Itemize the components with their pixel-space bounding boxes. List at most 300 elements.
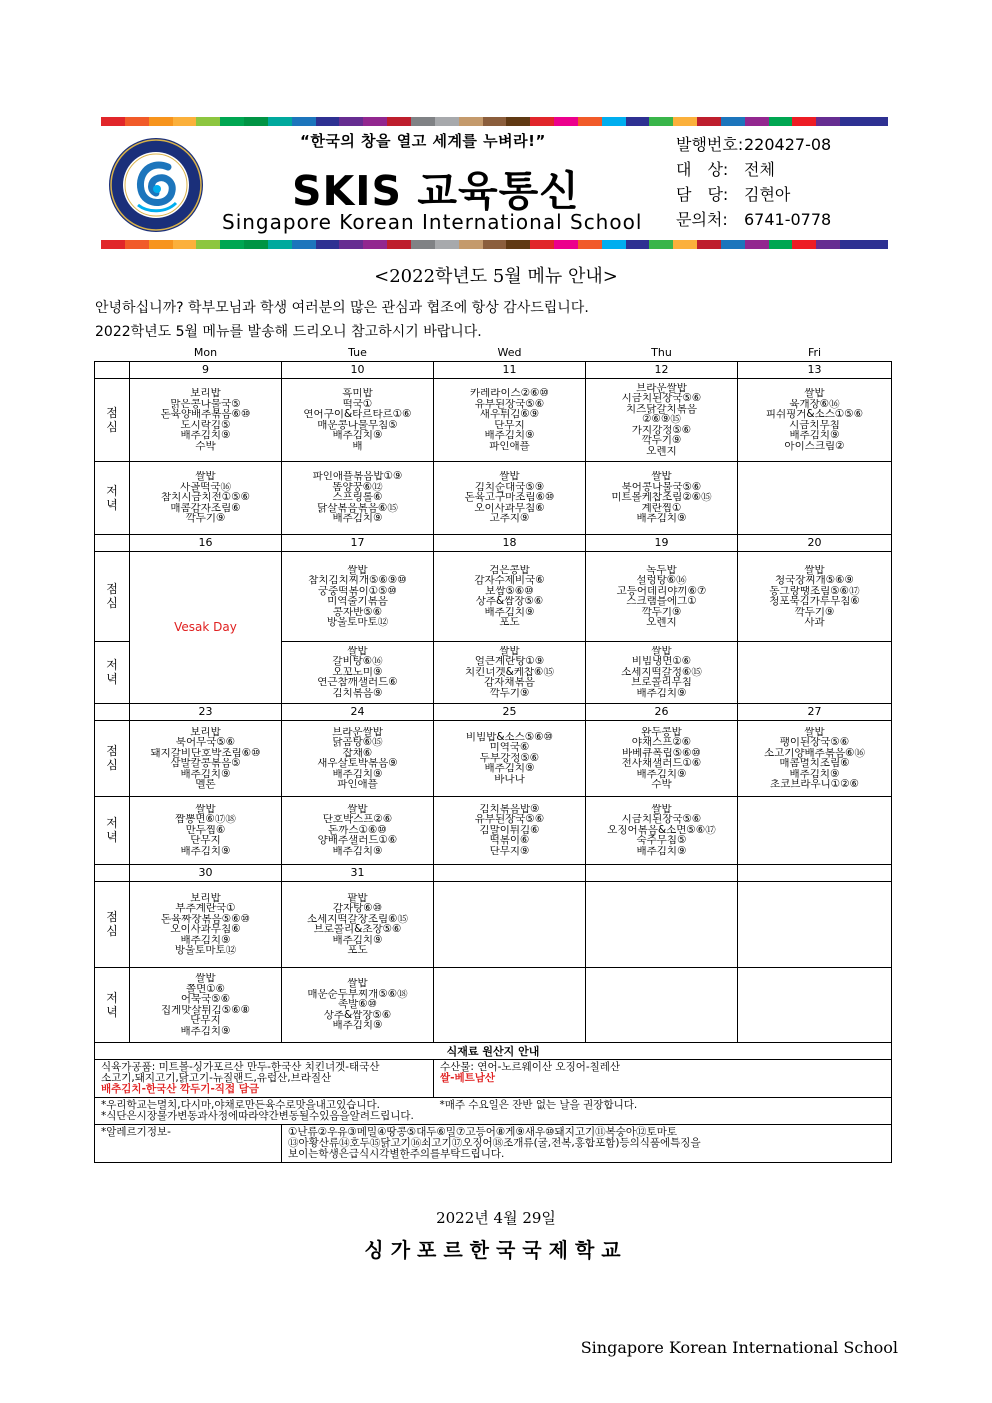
pubinfo-row: 담 당: 김현아 bbox=[676, 185, 791, 204]
menu-item: 사골떡국⑯ bbox=[179, 481, 232, 493]
menu-item: 돈까스①⑥⑩ bbox=[328, 824, 387, 836]
menu-item: 쌀밥 bbox=[195, 973, 216, 984]
menu-item: 배추김치⑨ bbox=[180, 1025, 231, 1036]
menu-item: 배추김치⑨ bbox=[484, 430, 535, 441]
date-cell: 31 bbox=[282, 864, 434, 881]
menu-item: 시금치된장국⑤⑥ bbox=[621, 814, 702, 825]
menu-item: 브로콜리&초장⑤⑥ bbox=[313, 924, 402, 935]
menu-item: 단무지 bbox=[190, 1015, 221, 1026]
menu-item: 김치순대국⑤⑨ bbox=[474, 481, 545, 493]
lunch-menu-cell bbox=[738, 378, 892, 461]
school-name-english: Singapore Korean International School bbox=[222, 210, 643, 234]
stripe-segment bbox=[316, 240, 340, 249]
menu-item: 매운콩나물무침⑤ bbox=[317, 419, 398, 430]
stripe-segment bbox=[363, 240, 387, 249]
stripe-segment bbox=[578, 240, 602, 249]
dinner-menu-cell bbox=[738, 796, 892, 864]
dinner-menu-cell bbox=[130, 967, 282, 1042]
menu-item: 스크램블에그① bbox=[626, 596, 697, 607]
pubinfo-row: 대 상: 전체 bbox=[676, 160, 775, 179]
meal-label bbox=[95, 378, 130, 461]
stripe-segment bbox=[864, 117, 888, 126]
menu-item: 고등어데리야끼⑥⑦ bbox=[616, 585, 707, 596]
lunch-menu-cell bbox=[738, 881, 892, 967]
menu-item: 설렁탕⑥⑯ bbox=[636, 575, 687, 586]
menu-item: 깍두기⑨ bbox=[185, 513, 226, 524]
menu-item: 유부된장국⑤⑥ bbox=[474, 814, 545, 825]
menu-item: 오이사과무침⑥ bbox=[170, 924, 241, 935]
origin-left bbox=[95, 1059, 434, 1097]
menu-item: 배추김치⑨ bbox=[332, 513, 383, 524]
stripe-segment bbox=[149, 240, 173, 249]
info-line: ⑬아황산류⑭호두⑮닭고기⑯쇠고기⑰오징어⑱조개류(굴,전복,홍합포함)등의식품에특징을 bbox=[288, 1136, 701, 1149]
menu-item: 오이사과무침⑥ bbox=[474, 502, 545, 514]
menu-item: 쌀밥 bbox=[499, 645, 520, 657]
menu-table bbox=[94, 344, 892, 1163]
stripe-segment bbox=[626, 117, 650, 126]
meal-label bbox=[95, 641, 130, 703]
menu-item: 유부된장국⑤⑥ bbox=[474, 398, 545, 409]
lunch-menu-cell bbox=[130, 378, 282, 461]
stripe-segment bbox=[268, 117, 292, 126]
stripe-segment bbox=[816, 117, 840, 126]
menu-item: 오렌지 bbox=[646, 445, 677, 457]
menu-item: 북어콩나물국⑤⑥ bbox=[621, 481, 702, 493]
dinner-menu-cell bbox=[130, 461, 282, 534]
menu-item: 치킨너겟&케찹⑥⑮ bbox=[465, 666, 554, 678]
newsletter-title: SKIS 교육통신 bbox=[292, 167, 580, 215]
menu-item: 떡국① bbox=[342, 398, 373, 409]
date-cell: 18 bbox=[434, 534, 586, 551]
menu-item: 비빔냉면①⑥ bbox=[631, 656, 692, 667]
footer-school-name: Singapore Korean International School bbox=[580, 1338, 898, 1357]
lunch-menu-cell bbox=[434, 378, 586, 461]
date-row bbox=[95, 361, 892, 378]
dinner-row bbox=[95, 796, 892, 864]
menu-item: 배추김치⑨ bbox=[332, 768, 383, 779]
menu-item: 쌀밥 bbox=[347, 645, 368, 657]
color-stripe-bottom bbox=[101, 240, 888, 249]
stripe-segment bbox=[244, 240, 268, 249]
meal-label-text: 점심 bbox=[106, 405, 118, 434]
stripe-segment bbox=[649, 117, 673, 126]
menu-item: 쌀밥 bbox=[651, 471, 672, 482]
day-header: Mon bbox=[193, 345, 218, 359]
stripe-segment bbox=[506, 240, 530, 249]
stripe-segment bbox=[745, 240, 769, 249]
stripe-segment bbox=[292, 240, 316, 249]
date-row bbox=[95, 534, 892, 551]
menu-item: 배추김치⑨ bbox=[484, 606, 535, 617]
stripe-segment bbox=[840, 117, 864, 126]
menu-item: 어묵국⑤⑥ bbox=[180, 994, 231, 1005]
menu-item: 카레라이스②⑥⑩ bbox=[470, 388, 549, 399]
stripe-segment bbox=[387, 117, 411, 126]
menu-item: 배추김치⑨ bbox=[636, 687, 687, 699]
menu-item: 배추김치⑨ bbox=[636, 513, 687, 524]
notice-line: *매주 수요일은 잔반 없는 날을 권장합니다. bbox=[439, 1098, 638, 1111]
stripe-segment bbox=[173, 117, 197, 126]
meal-label-text: 저녁 bbox=[106, 658, 118, 686]
stripe-segment bbox=[840, 240, 864, 249]
stripe-segment bbox=[792, 117, 816, 126]
info-line: 보이는학생은급식시각별한주의를부탁드립니다. bbox=[288, 1147, 505, 1160]
day-header-row bbox=[95, 344, 892, 361]
date-corner bbox=[95, 361, 130, 378]
menu-item: 깍두기⑨ bbox=[641, 435, 682, 446]
menu-item: 김치볶음⑨ bbox=[332, 687, 383, 699]
lunch-row bbox=[95, 720, 892, 796]
menu-item: 보쌈⑤⑥⑩ bbox=[485, 585, 534, 596]
menu-item: 단무지 bbox=[190, 835, 221, 846]
menu-item: 집게맛살튀김⑤⑥⑧ bbox=[160, 1004, 251, 1015]
menu-item: 파인애플볶음밥①⑨ bbox=[312, 471, 403, 482]
menu-item: 초코브라우니①②⑥ bbox=[769, 779, 860, 790]
menu-item: 짬뽕면⑥⑰⑱ bbox=[175, 814, 236, 825]
menu-item: 수박 bbox=[651, 779, 672, 790]
menu-item: 만두찜⑥ bbox=[185, 824, 226, 836]
menu-item: 매콤감자조림⑥ bbox=[170, 502, 241, 514]
dinner-row bbox=[95, 461, 892, 534]
stripe-segment bbox=[483, 240, 507, 249]
dinner-menu-cell bbox=[282, 461, 434, 534]
meal-label bbox=[95, 461, 130, 534]
notice-row bbox=[95, 1097, 892, 1124]
menu-item: 콩자반⑤⑥ bbox=[332, 606, 383, 617]
menu-item: 쌀밥 bbox=[804, 388, 825, 399]
stripe-segment bbox=[864, 240, 888, 249]
dinner-menu-cell bbox=[130, 796, 282, 864]
date-cell: 17 bbox=[282, 534, 434, 551]
menu-item: 배추김치⑨ bbox=[332, 430, 383, 441]
lunch-menu-cell bbox=[434, 551, 586, 641]
origin-title: 식재료 원산지 안내 bbox=[95, 1042, 892, 1059]
meal-label bbox=[95, 881, 130, 967]
notice-left bbox=[95, 1097, 434, 1124]
menu-item: 참치시금치전①⑤⑥ bbox=[160, 492, 251, 503]
date-cell: 25 bbox=[434, 703, 586, 720]
meal-label bbox=[95, 967, 130, 1042]
menu-item: 숙주무침⑤ bbox=[636, 835, 687, 846]
menu-item: 맑은콩나물국⑤ bbox=[170, 398, 241, 409]
menu-item: 도시락김⑤ bbox=[180, 419, 231, 430]
origin-right-line: 수산물: 연어-노르웨이산 오징어-칠레산 bbox=[440, 1060, 621, 1073]
menu-item: 배추김치⑨ bbox=[180, 934, 231, 945]
stripe-segment bbox=[292, 117, 316, 126]
menu-item: 배추김치⑨ bbox=[180, 430, 231, 441]
stripe-segment bbox=[101, 240, 125, 249]
menu-item: 상추&쌈장⑤⑥ bbox=[323, 1009, 392, 1021]
stripe-segment bbox=[602, 240, 626, 249]
menu-item: 청포묵김가루무침⑥ bbox=[769, 596, 860, 607]
origin-row bbox=[95, 1059, 892, 1097]
menu-item: 양배추샐러드①⑥ bbox=[317, 835, 398, 846]
school-logo bbox=[108, 137, 204, 233]
day-header: Thu bbox=[651, 345, 672, 359]
menu-item: 배추김치⑨ bbox=[636, 845, 687, 857]
lunch-menu-cell bbox=[434, 881, 586, 967]
menu-item: 미역줄기볶음 bbox=[327, 596, 388, 607]
menu-item: 매콤멸치조림⑥ bbox=[779, 758, 850, 769]
menu-item: 동그랑땡조림⑤⑥⑰ bbox=[769, 585, 860, 596]
stripe-segment bbox=[220, 240, 244, 249]
day-header: Wed bbox=[497, 345, 522, 359]
meal-label-text: 점심 bbox=[106, 582, 118, 610]
menu-item: 쌀밥 bbox=[347, 564, 368, 575]
stripe-segment bbox=[769, 117, 793, 126]
stripe-segment bbox=[673, 240, 697, 249]
lunch-row bbox=[95, 378, 892, 461]
menu-item: 돈육고구마조림⑥⑩ bbox=[464, 492, 555, 503]
stripe-segment bbox=[173, 240, 197, 249]
stripe-segment bbox=[578, 117, 602, 126]
menu-item: 쌀밥 bbox=[804, 726, 825, 737]
meal-label-text: 점심 bbox=[106, 744, 118, 772]
menu-item: 쌀밥 bbox=[499, 471, 520, 482]
lunch-row bbox=[95, 551, 892, 641]
menu-item: 배추김치⑨ bbox=[332, 845, 383, 857]
menu-item: 고추지⑨ bbox=[489, 513, 530, 524]
menu-item: 녹두밥 bbox=[646, 564, 677, 575]
meal-label bbox=[95, 720, 130, 796]
menu-item: 배추김치⑨ bbox=[636, 768, 687, 779]
meal-label bbox=[95, 551, 130, 641]
date-cell: 9 bbox=[130, 361, 282, 378]
menu-item: 연어구이&타르타르①⑥ bbox=[303, 409, 412, 420]
menu-item: 쌀밥 bbox=[651, 645, 672, 657]
stripe-segment bbox=[745, 117, 769, 126]
menu-item: 쌀밥 bbox=[195, 471, 216, 482]
menu-item: 배추김치⑨ bbox=[180, 845, 231, 857]
stripe-segment bbox=[149, 117, 173, 126]
meal-label-text: 점심 bbox=[106, 910, 118, 938]
stripe-segment bbox=[220, 117, 244, 126]
menu-item: 배추김치⑨ bbox=[789, 768, 840, 779]
menu-item: 오꼬노미⑨ bbox=[332, 666, 383, 678]
menu-item: 돼지갈비단호박조림⑥⑩ bbox=[150, 747, 261, 758]
allergy-label: *알레르기정보- bbox=[95, 1124, 282, 1162]
menu-item: 소세지떡갈정⑥⑮ bbox=[621, 666, 702, 678]
stripe-segment bbox=[244, 117, 268, 126]
date-cell: 26 bbox=[586, 703, 738, 720]
menu-item: 떡볶이⑥ bbox=[489, 835, 530, 846]
meal-label bbox=[95, 796, 130, 864]
stripe-segment bbox=[626, 240, 650, 249]
stripe-segment bbox=[792, 240, 816, 249]
menu-item: 사과 bbox=[804, 617, 825, 628]
menu-item: 브라운쌀밥 bbox=[332, 726, 383, 737]
stripe-segment bbox=[101, 117, 125, 126]
stripe-segment bbox=[530, 117, 554, 126]
stripe-segment bbox=[125, 117, 149, 126]
menu-item: 보리밥 bbox=[190, 726, 221, 737]
date-cell: 20 bbox=[738, 534, 892, 551]
corner-cell bbox=[95, 344, 130, 361]
meal-label-text: 저녁 bbox=[106, 990, 118, 1019]
menu-item: 검은콩밥 bbox=[489, 564, 530, 575]
dinner-menu-cell bbox=[586, 461, 738, 534]
lunch-menu-cell bbox=[434, 720, 586, 796]
menu-item: 아이스크림② bbox=[784, 440, 845, 451]
stripe-segment bbox=[649, 240, 673, 249]
menu-item: 새우살토박볶음⑨ bbox=[317, 758, 398, 769]
pubinfo-row: 발행번호: 220427-08 bbox=[676, 135, 832, 154]
menu-item: 수박 bbox=[195, 440, 216, 451]
menu-item: 김치볶음밥⑨ bbox=[479, 803, 540, 815]
stripe-segment bbox=[554, 117, 578, 126]
menu-item: 매운순두부찌개⑤⑥⑱ bbox=[307, 988, 408, 1000]
origin-left-highlight: 배추김치-한국산 깍두기-직접 담금 bbox=[101, 1082, 260, 1095]
dinner-menu-cell bbox=[282, 796, 434, 864]
menu-item: ②⑥⑨⑮ bbox=[642, 414, 681, 425]
meal-label-text: 저녁 bbox=[106, 816, 118, 844]
menu-item: 감자수제비국⑥ bbox=[474, 575, 545, 586]
slogan: “한국의 창을 열고 세계를 누벼라!” bbox=[300, 132, 546, 150]
menu-item: 멜론 bbox=[195, 779, 216, 790]
info-line: 소고기,돼지고기,닭고기-뉴질랜드,유럽산,브라질산 bbox=[101, 1071, 332, 1084]
menu-item: 배추김치⑨ bbox=[332, 934, 383, 945]
greeting-line: 2022학년도 5월 메뉴를 발송해 드리오니 참고하시기 바랍니다. bbox=[95, 324, 482, 340]
menu-item: 쌀밥 bbox=[651, 803, 672, 815]
menu-item: 파인애플 bbox=[489, 440, 530, 451]
menu-item: 부추계란국① bbox=[175, 903, 236, 914]
menu-item: 쌀밥 bbox=[804, 564, 825, 575]
menu-item: 비빔밥&소스⑤⑥⑩ bbox=[465, 731, 554, 743]
menu-item: 돈육짜장볶음⑤⑥⑩ bbox=[160, 913, 251, 924]
date-cell: 24 bbox=[282, 703, 434, 720]
menu-item: 미역국⑥ bbox=[489, 742, 530, 753]
stripe-segment bbox=[363, 117, 387, 126]
menu-item: 바베큐폭립⑤⑥⑩ bbox=[622, 747, 701, 758]
document-title: <2022학년도 5월 메뉴 안내> bbox=[374, 266, 618, 287]
stripe-segment bbox=[387, 240, 411, 249]
menu-item: 배추김치⑨ bbox=[180, 768, 231, 779]
dinner-menu-cell bbox=[586, 641, 738, 703]
allergy-text bbox=[282, 1124, 892, 1162]
date-cell: 16 bbox=[130, 534, 282, 551]
menu-item: 쫄면①⑥ bbox=[185, 983, 226, 994]
menu-item: 쌀밥 bbox=[347, 803, 368, 815]
menu-item: 완두콩밥 bbox=[641, 726, 682, 737]
menu-item: 포도 bbox=[499, 617, 520, 628]
menu-item: 갈비탕⑥⑯ bbox=[332, 656, 383, 667]
date-row bbox=[95, 703, 892, 720]
school-name: 싱가포르한국국제학교 bbox=[364, 1238, 628, 1262]
date-cell: 10 bbox=[282, 361, 434, 378]
stripe-segment bbox=[554, 240, 578, 249]
menu-item: 단무지 bbox=[494, 419, 525, 430]
stripe-segment bbox=[316, 117, 340, 126]
pubinfo-row: 문의처: 6741-0778 bbox=[676, 210, 832, 229]
date-cell bbox=[586, 864, 738, 881]
stripe-segment bbox=[602, 117, 626, 126]
menu-item: 북어무국⑤⑥ bbox=[175, 737, 236, 748]
menu-item: 단무지⑨ bbox=[489, 845, 530, 857]
menu-item: 육개장⑥⑯ bbox=[789, 398, 840, 409]
dinner-row bbox=[95, 967, 892, 1042]
allergy-row bbox=[95, 1124, 892, 1162]
menu-item: 배추김치⑨ bbox=[789, 430, 840, 441]
lunch-menu-cell bbox=[738, 551, 892, 641]
stripe-segment bbox=[721, 240, 745, 249]
date-corner bbox=[95, 703, 130, 720]
stripe-segment bbox=[816, 240, 840, 249]
publication-info bbox=[676, 132, 831, 232]
menu-item: 팥밥 bbox=[347, 892, 368, 903]
date-cell: 23 bbox=[130, 703, 282, 720]
menu-item: 팽이된장국⑤⑥ bbox=[779, 737, 850, 748]
menu-item: 포도 bbox=[347, 945, 368, 956]
menu-item: 시금치무침 bbox=[789, 419, 840, 430]
stripe-segment bbox=[459, 117, 483, 126]
menu-item: 궁중떡볶이①⑤⑩ bbox=[318, 585, 397, 596]
date-cell bbox=[738, 864, 892, 881]
stripe-segment bbox=[530, 240, 554, 249]
menu-item: 배 bbox=[352, 440, 363, 451]
lunch-menu-cell bbox=[282, 720, 434, 796]
menu-item: 청국장찌개⑤⑥⑨ bbox=[775, 575, 854, 586]
stripe-segment bbox=[435, 240, 459, 249]
lunch-menu-cell bbox=[586, 378, 738, 461]
menu-item: 두부강정⑤⑥ bbox=[479, 752, 540, 764]
dinner-menu-cell bbox=[434, 461, 586, 534]
dinner-menu-cell bbox=[434, 796, 586, 864]
menu-item: 새우튀김⑥⑨ bbox=[479, 409, 540, 420]
origin-right bbox=[434, 1059, 892, 1097]
info-line: *우리학교는멸치,다시마,야채로만든육수로맛을내고있습니다. bbox=[101, 1098, 380, 1111]
date-cell: 12 bbox=[586, 361, 738, 378]
menu-item: 감자채볶음 bbox=[484, 677, 535, 688]
origin-title-row bbox=[95, 1042, 892, 1059]
stripe-segment bbox=[697, 117, 721, 126]
menu-item: 시금치된장국⑤⑥ bbox=[621, 393, 702, 404]
lunch-menu-cell bbox=[586, 881, 738, 967]
stripe-segment bbox=[268, 240, 292, 249]
lunch-menu-cell bbox=[586, 551, 738, 641]
menu-item: 쌀밥 bbox=[195, 803, 216, 815]
menu-item: 배추김치⑨ bbox=[484, 763, 535, 774]
dinner-menu-cell bbox=[738, 967, 892, 1042]
date-cell: 27 bbox=[738, 703, 892, 720]
stripe-segment bbox=[339, 240, 363, 249]
stripe-segment bbox=[339, 117, 363, 126]
menu-item: 연근참깨샐러드⑥ bbox=[317, 677, 398, 688]
notice-right bbox=[434, 1097, 892, 1124]
issue-date: 2022년 4월 29일 bbox=[436, 1209, 556, 1227]
menu-item: 보리밥 bbox=[190, 388, 221, 399]
greeting-line: 안녕하십니까? 학부모님과 학생 여러분의 많은 관심과 협조에 항상 감사드립니다. bbox=[95, 300, 589, 316]
lunch-menu-cell bbox=[130, 881, 282, 967]
stripe-segment bbox=[769, 240, 793, 249]
color-stripe-top bbox=[101, 117, 888, 126]
menu-item: 계란찜① bbox=[641, 502, 682, 514]
dinner-menu-cell bbox=[738, 641, 892, 703]
lunch-menu-cell bbox=[282, 551, 434, 641]
date-cell: 19 bbox=[586, 534, 738, 551]
date-cell bbox=[434, 864, 586, 881]
stripe-segment bbox=[196, 117, 220, 126]
dinner-menu-cell bbox=[282, 641, 434, 703]
menu-item: 깍두기⑨ bbox=[489, 687, 530, 699]
menu-item: 파인애플 bbox=[337, 779, 378, 790]
lunch-menu-cell bbox=[586, 720, 738, 796]
menu-item: 방울토마토⑫ bbox=[326, 617, 389, 628]
date-cell: 30 bbox=[130, 864, 282, 881]
menu-item: 소세지떡갈장조림⑥⑮ bbox=[306, 913, 409, 924]
menu-item: 가지강정⑤⑥ bbox=[631, 424, 692, 436]
menu-item: 야채스프②⑥ bbox=[631, 737, 692, 748]
holiday-cell: Vesak Day bbox=[130, 551, 282, 703]
